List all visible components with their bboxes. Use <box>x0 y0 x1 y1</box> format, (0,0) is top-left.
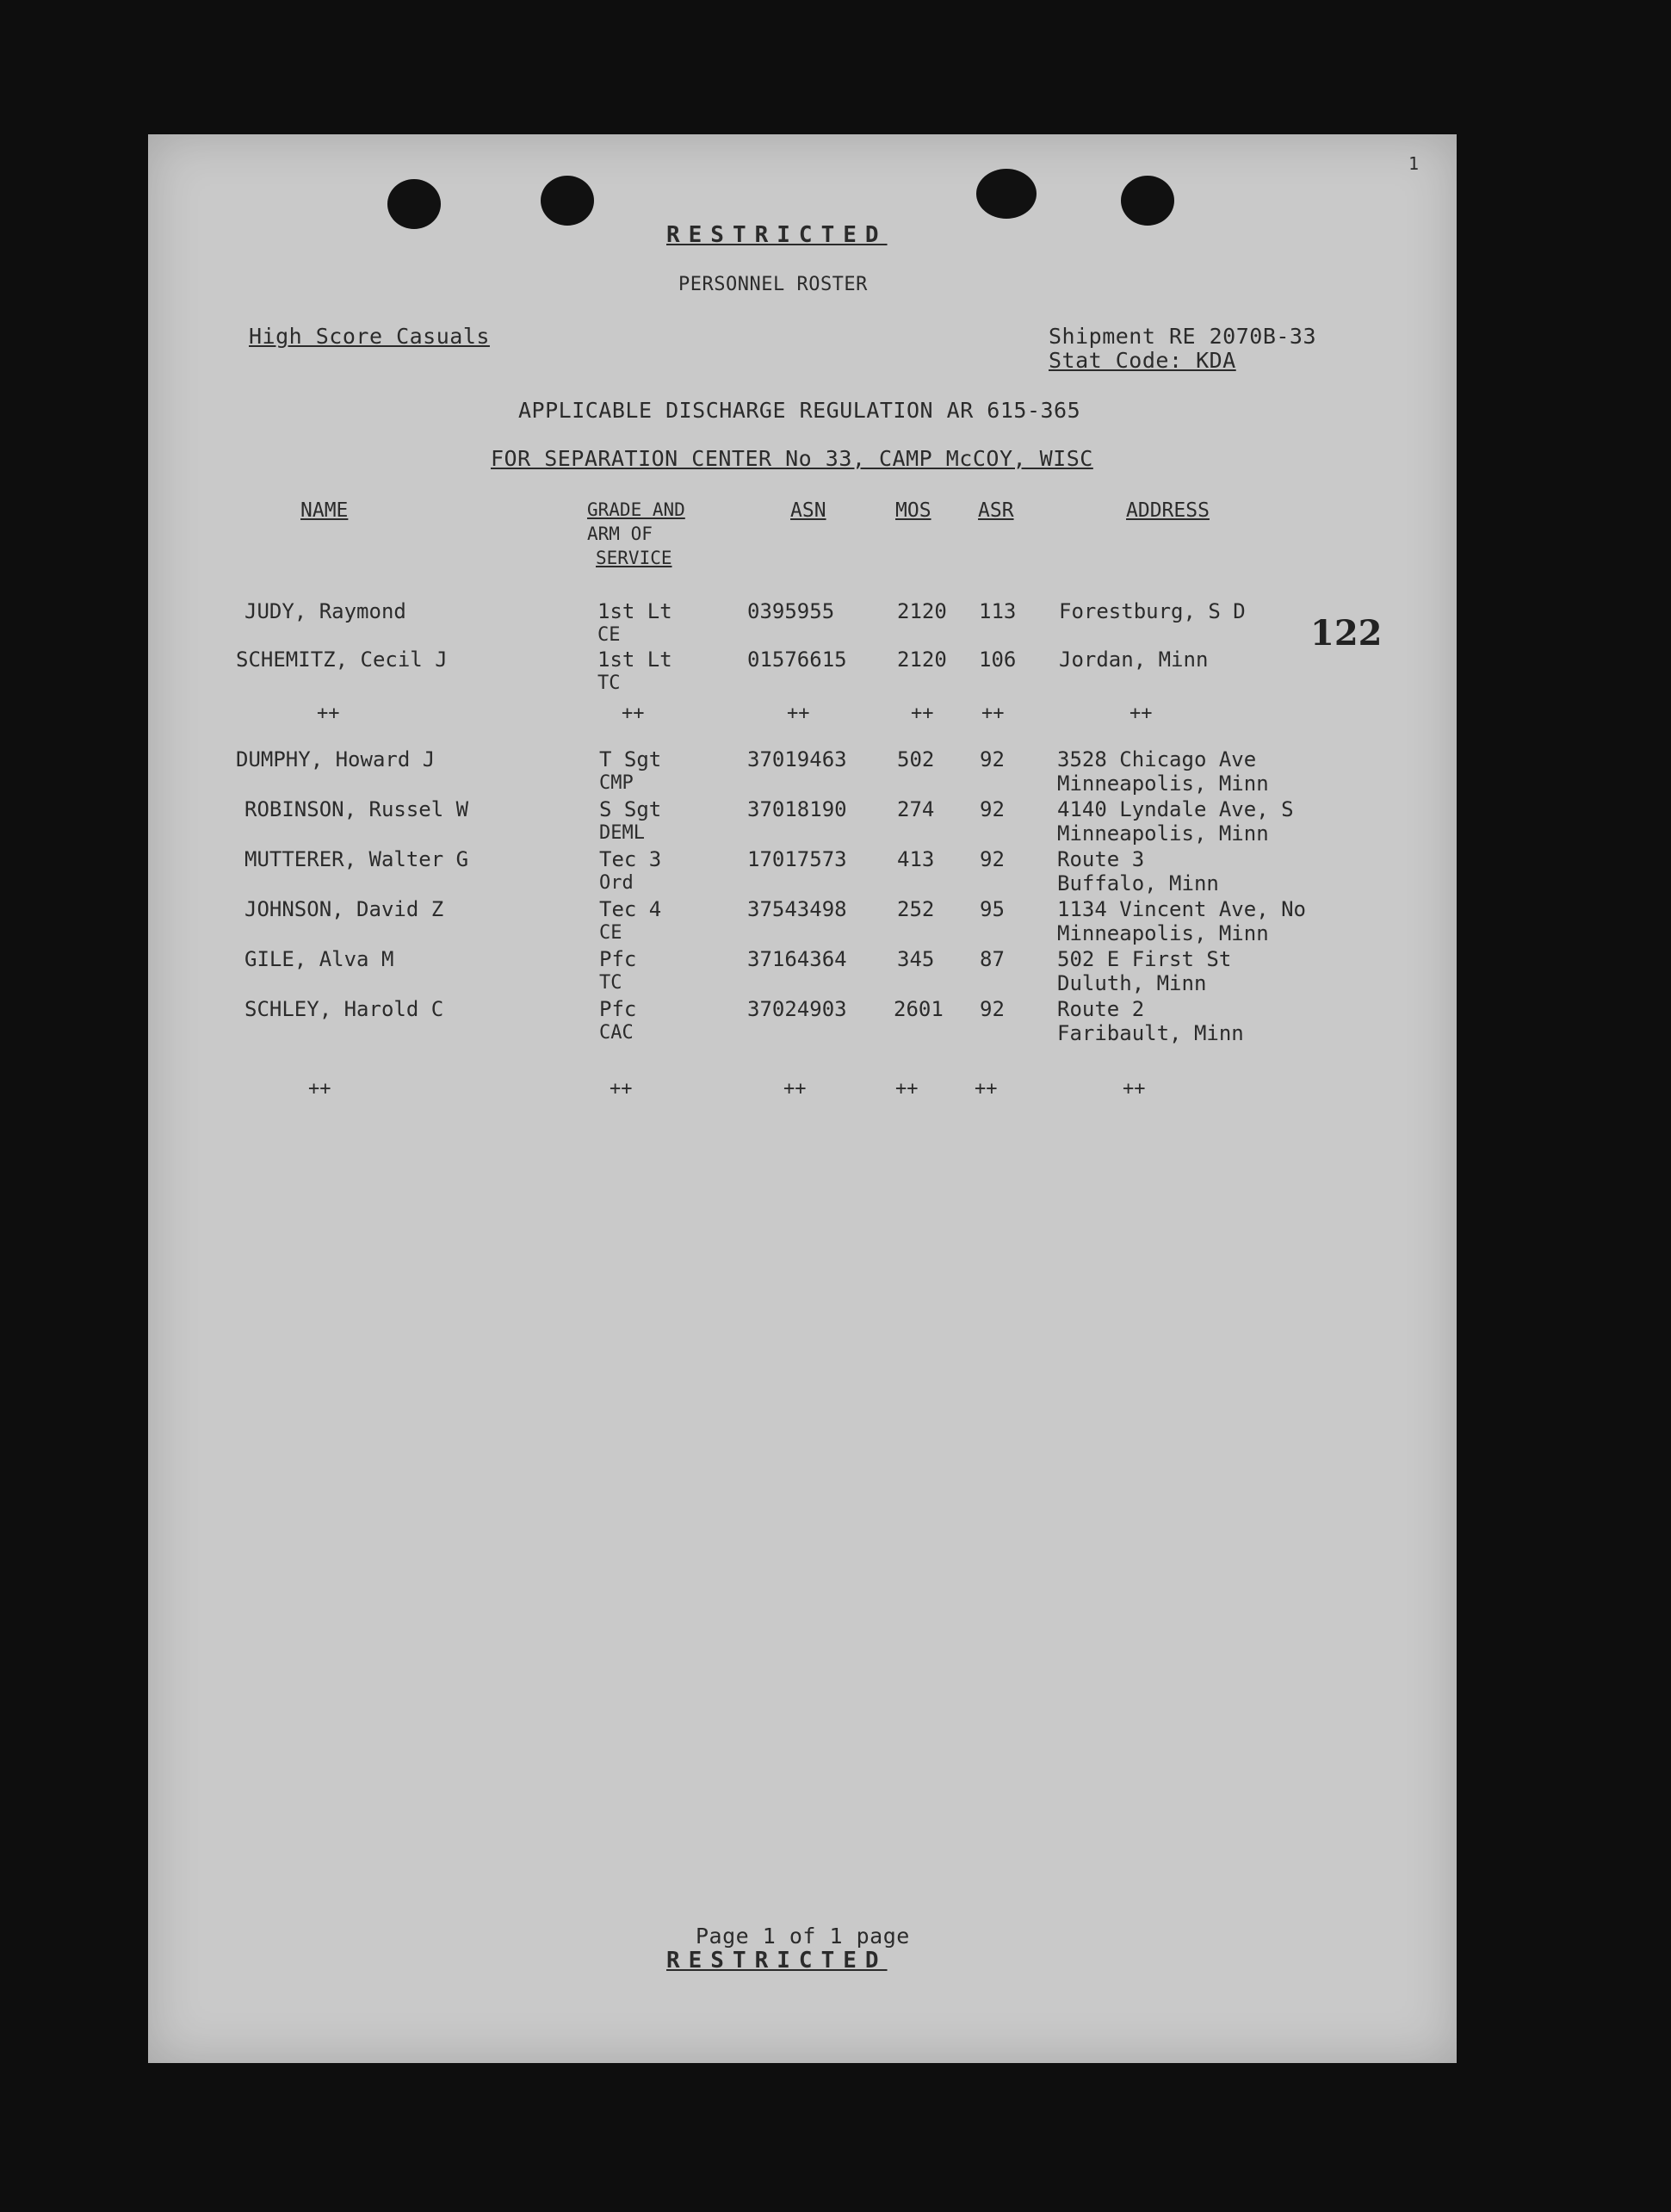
row-grade: Pfc <box>599 947 637 971</box>
separator-mark: ++ <box>317 703 340 724</box>
classification-top: RESTRICTED <box>666 222 888 248</box>
row-arm: CMP <box>599 772 634 794</box>
row-asr: 113 <box>979 599 1017 623</box>
row-arm: CE <box>597 624 621 646</box>
row-asr: 92 <box>980 847 1005 871</box>
col-header-asr: ASR <box>978 499 1014 522</box>
row-address-line2: Duluth, Minn <box>1057 971 1207 995</box>
row-name: JOHNSON, David Z <box>244 897 444 921</box>
row-arm: CAC <box>599 1022 634 1044</box>
row-mos: 274 <box>897 797 935 821</box>
row-name: SCHEMITZ, Cecil J <box>236 647 448 672</box>
separator-mark: ++ <box>981 703 1005 724</box>
row-mos: 252 <box>897 897 935 921</box>
col-header-grade-1: GRADE AND <box>587 499 685 520</box>
row-address-line2: Buffalo, Minn <box>1057 871 1219 895</box>
row-asn: 37164364 <box>747 947 847 971</box>
row-address-line1: 1134 Vincent Ave, No <box>1057 897 1306 921</box>
row-asr: 106 <box>979 647 1017 672</box>
row-arm: Ord <box>599 872 634 894</box>
row-address: Jordan, Minn <box>1059 647 1209 672</box>
row-address-line2: Faribault, Minn <box>1057 1021 1244 1045</box>
row-grade: Tec 4 <box>599 897 662 921</box>
col-header-address: ADDRESS <box>1126 499 1210 522</box>
row-arm: TC <box>599 972 622 994</box>
separation-center-line: FOR SEPARATION CENTER No 33, CAMP McCOY, WISC <box>491 446 1093 471</box>
row-arm: DEML <box>599 822 645 844</box>
row-grade: S Sgt <box>599 797 662 821</box>
row-address-line1: Route 2 <box>1057 997 1145 1021</box>
row-address: Forestburg, S D <box>1059 599 1246 623</box>
row-grade: Pfc <box>599 997 637 1021</box>
separator-mark: ++ <box>911 703 934 724</box>
group-label: High Score Casuals <box>249 324 490 349</box>
stat-code: Stat Code: KDA <box>1049 348 1236 373</box>
row-name: GILE, Alva M <box>244 947 394 971</box>
row-asn: 37019463 <box>747 747 847 771</box>
corner-page-mark: 1 <box>1408 153 1420 174</box>
row-asn: 0395955 <box>747 599 835 623</box>
row-name: ROBINSON, Russel W <box>244 797 469 821</box>
row-grade: Tec 3 <box>599 847 662 871</box>
roster-subtitle: PERSONNEL ROSTER <box>678 274 868 295</box>
row-address-line2: Minneapolis, Minn <box>1057 921 1269 945</box>
row-mos: 2120 <box>897 599 947 623</box>
row-address-line1: 3528 Chicago Ave <box>1057 747 1257 771</box>
row-arm: TC <box>597 672 621 694</box>
row-asn: 37543498 <box>747 897 847 921</box>
row-mos: 2601 <box>894 997 944 1021</box>
row-asn: 37018190 <box>747 797 847 821</box>
separator-mark: ++ <box>975 1078 998 1100</box>
col-header-asn: ASN <box>790 499 826 522</box>
col-header-name: NAME <box>300 499 349 522</box>
document-page <box>148 134 1457 2063</box>
regulation-line: APPLICABLE DISCHARGE REGULATION AR 615-365 <box>518 398 1081 423</box>
row-grade: T Sgt <box>599 747 662 771</box>
col-header-grade-2: ARM OF <box>587 524 653 544</box>
row-arm: CE <box>599 922 622 944</box>
col-header-grade-3: SERVICE <box>596 548 672 568</box>
row-grade: 1st Lt <box>597 647 672 672</box>
separator-mark: ++ <box>610 1078 633 1100</box>
row-address-line2: Minneapolis, Minn <box>1057 771 1269 796</box>
classification-bottom: RESTRICTED <box>666 1948 888 1973</box>
row-asn: 01576615 <box>747 647 847 672</box>
row-asr: 95 <box>980 897 1005 921</box>
separator-mark: ++ <box>787 703 810 724</box>
row-address-line1: 502 E First St <box>1057 947 1232 971</box>
separator-mark: ++ <box>1129 703 1153 724</box>
punch-hole <box>541 176 594 226</box>
row-name: JUDY, Raymond <box>244 599 406 623</box>
punch-hole <box>976 169 1037 219</box>
separator-mark: ++ <box>783 1078 807 1100</box>
row-name: MUTTERER, Walter G <box>244 847 469 871</box>
separator-mark: ++ <box>895 1078 919 1100</box>
shipment-label: Shipment RE 2070B-33 <box>1049 324 1317 349</box>
row-address-line1: 4140 Lyndale Ave, S <box>1057 797 1294 821</box>
separator-mark: ++ <box>308 1078 331 1100</box>
stamp-number: 122 <box>1310 613 1383 654</box>
row-name: SCHLEY, Harold C <box>244 997 444 1021</box>
punch-hole <box>387 179 441 229</box>
row-address-line1: Route 3 <box>1057 847 1145 871</box>
row-asr: 92 <box>980 997 1005 1021</box>
punch-hole <box>1121 176 1174 226</box>
row-asn: 17017573 <box>747 847 847 871</box>
page-indicator: Page 1 of 1 page <box>696 1924 910 1949</box>
separator-mark: ++ <box>1123 1078 1146 1100</box>
row-mos: 502 <box>897 747 935 771</box>
row-asn: 37024903 <box>747 997 847 1021</box>
row-asr: 87 <box>980 947 1005 971</box>
row-name: DUMPHY, Howard J <box>236 747 436 771</box>
col-header-mos: MOS <box>895 499 931 522</box>
row-address-line2: Minneapolis, Minn <box>1057 821 1269 846</box>
row-mos: 413 <box>897 847 935 871</box>
separator-mark: ++ <box>622 703 645 724</box>
row-grade: 1st Lt <box>597 599 672 623</box>
row-asr: 92 <box>980 797 1005 821</box>
row-mos: 2120 <box>897 647 947 672</box>
row-asr: 92 <box>980 747 1005 771</box>
row-mos: 345 <box>897 947 935 971</box>
